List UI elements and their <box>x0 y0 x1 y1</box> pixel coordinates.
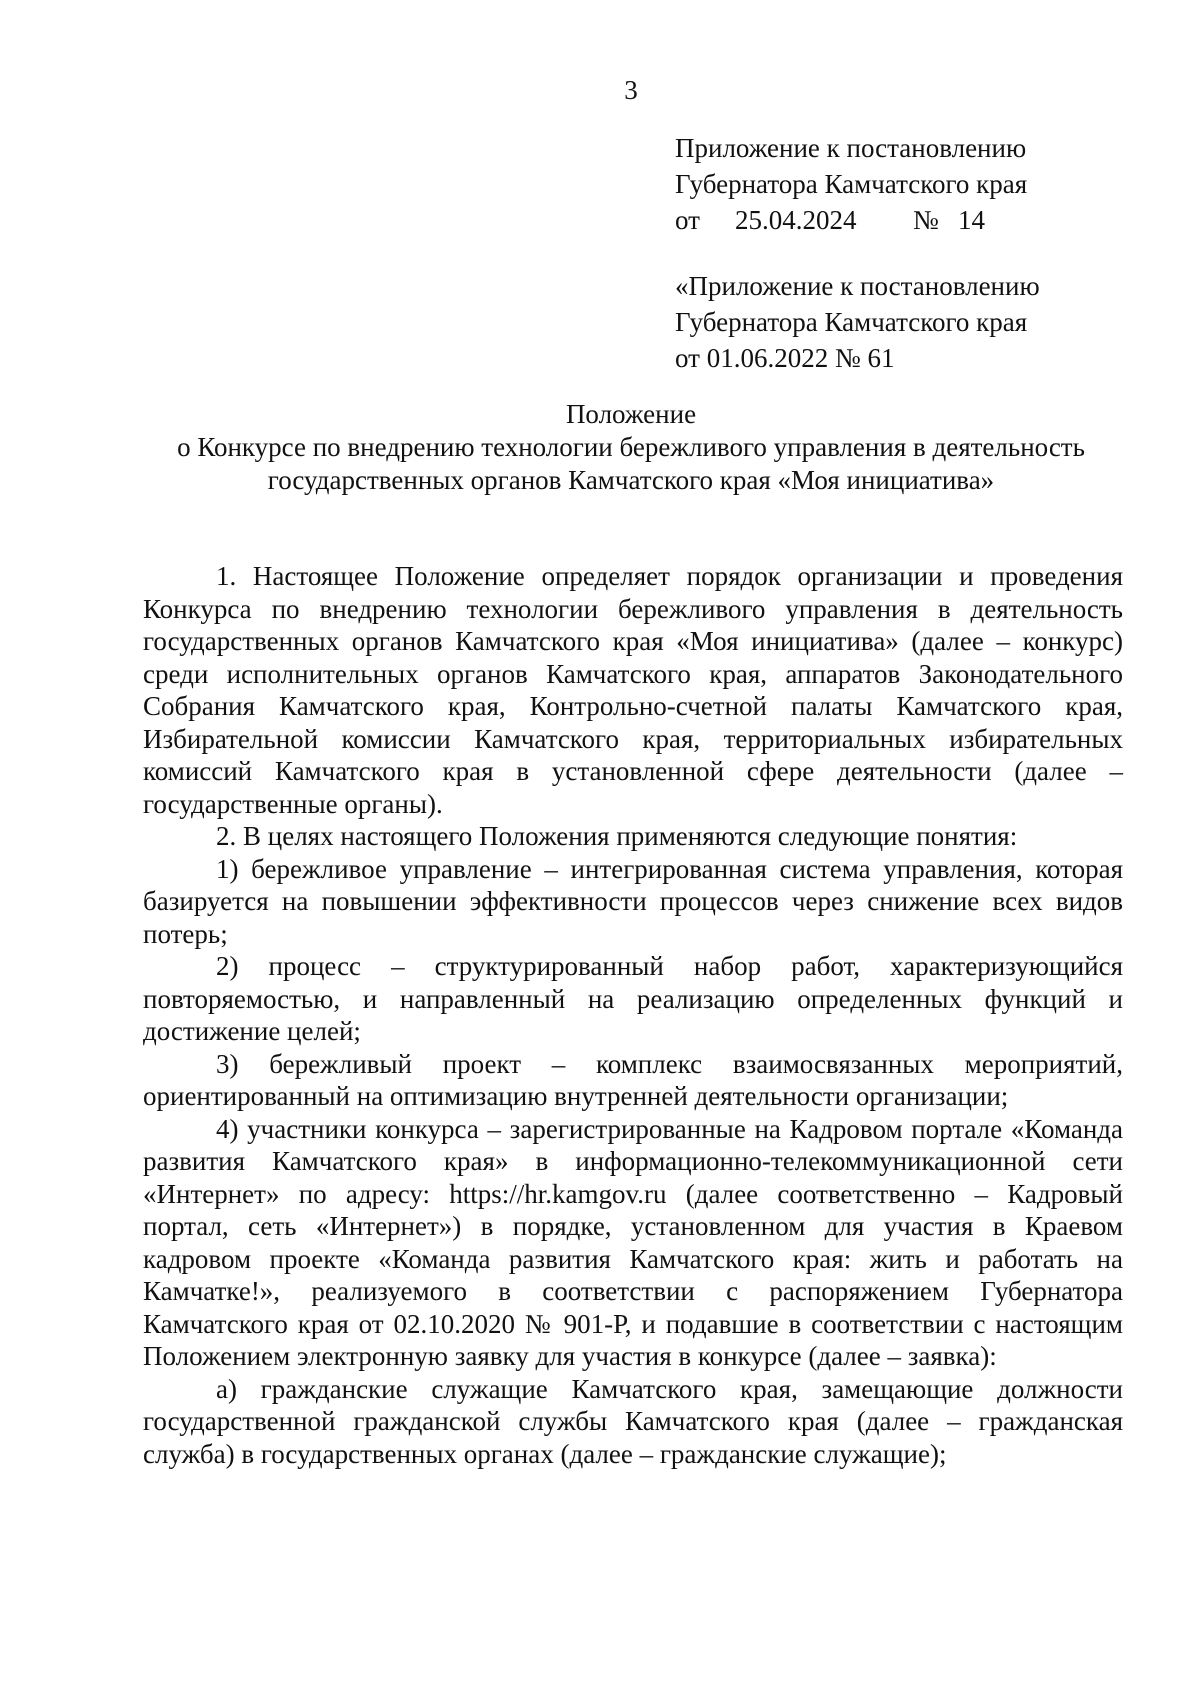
title-line1: Положение <box>565 399 697 429</box>
paragraph-2: 2. В целях настоящего Положения применяются следующие понятия: <box>216 821 1018 851</box>
appendix-previous-line2: Губернатора Камчатского края <box>675 307 1028 337</box>
paragraph-2-2: 2) процесс – структурированный набор работ, характеризующийся повторяемостью, и направленный на реализацию определенных функций и достижение целей; <box>143 951 1123 1046</box>
appendix-current-line2: Губернатора Камчатского края <box>675 169 1028 199</box>
resolution-date: 25.04.2024 <box>735 205 857 235</box>
paragraph-2-4-a: а) гражданские служащие Камчатского края, замещающие должности государственной гражданской службы Камчатского края (далее – гражданская служба) в государственных органах (далее – гражданские служащие); <box>143 1373 1123 1469</box>
document-title <box>0 398 1200 497</box>
page-number: 3 <box>624 75 638 105</box>
paragraph-2-3: 3) бережливый проект – комплекс взаимосвязанных мероприятий, ориентированный на оптимизацию внутренней деятельности организации; <box>143 1048 1123 1111</box>
appendix-current-line1: Приложение к постановлению <box>675 133 1027 163</box>
appendix-current-header <box>675 130 1135 238</box>
paragraph-1: 1. Настоящее Положение определяет порядок организации и проведения Конкурса по внедрению технологии бережливого управления в деятельность государственных органов Камчатского края «Моя инициатива» (далее – конкурс) среди исполнительных органов Камчатского края, аппаратов Законодательного Собрания Камчатского края, Контрольно-счетной палаты Камчатского края, Избирательной комиссии Камчатского края, территориальных избирательных комиссий Камчатского края в установленной сфере деятельности (далее – государственные органы). <box>143 561 1123 819</box>
from-label: от <box>675 205 700 235</box>
title-line2: о Конкурсе по внедрению технологии бережливого управления в деятельность <box>177 432 1085 462</box>
document-body <box>143 560 1123 1470</box>
resolution-number: 14 <box>958 205 985 235</box>
title-line3: государственных органов Камчатского края «Моя инициатива» <box>267 465 995 495</box>
paragraph-2-4: 4) участники конкурса – зарегистрированные на Кадровом портале «Команда развития Камчатского края» в информационно-телекоммуникационной сети «Интернет» по адресу: https://hr.kamgov.ru (далее соответственно – Кадровый портал, сеть «Интернет») в порядке, установленном для участия в Краевом кадровом проекте «Команда развития Камчатского края: жить и работать на Камчатке!», реализуемого в соответствии с распоряжением Губернатора Камчатского края от 02.10.2020 № 901-Р, и подавшие в соответствии с настоящим Положением электронную заявку для участия в конкурсе (далее – заявка): <box>143 1113 1123 1371</box>
appendix-previous-line3: от 01.06.2022 № 61 <box>675 343 895 373</box>
paragraph-2-1: 1) бережливое управление – интегрированная система управления, которая базируется на повышении эффективности процессов через снижение всех видов потерь; <box>143 853 1123 949</box>
appendix-current-date-row <box>675 202 1135 238</box>
appendix-previous-line1: «Приложение к постановлению <box>675 271 1040 301</box>
number-sign: № <box>913 205 939 235</box>
appendix-previous-header <box>675 268 1135 376</box>
